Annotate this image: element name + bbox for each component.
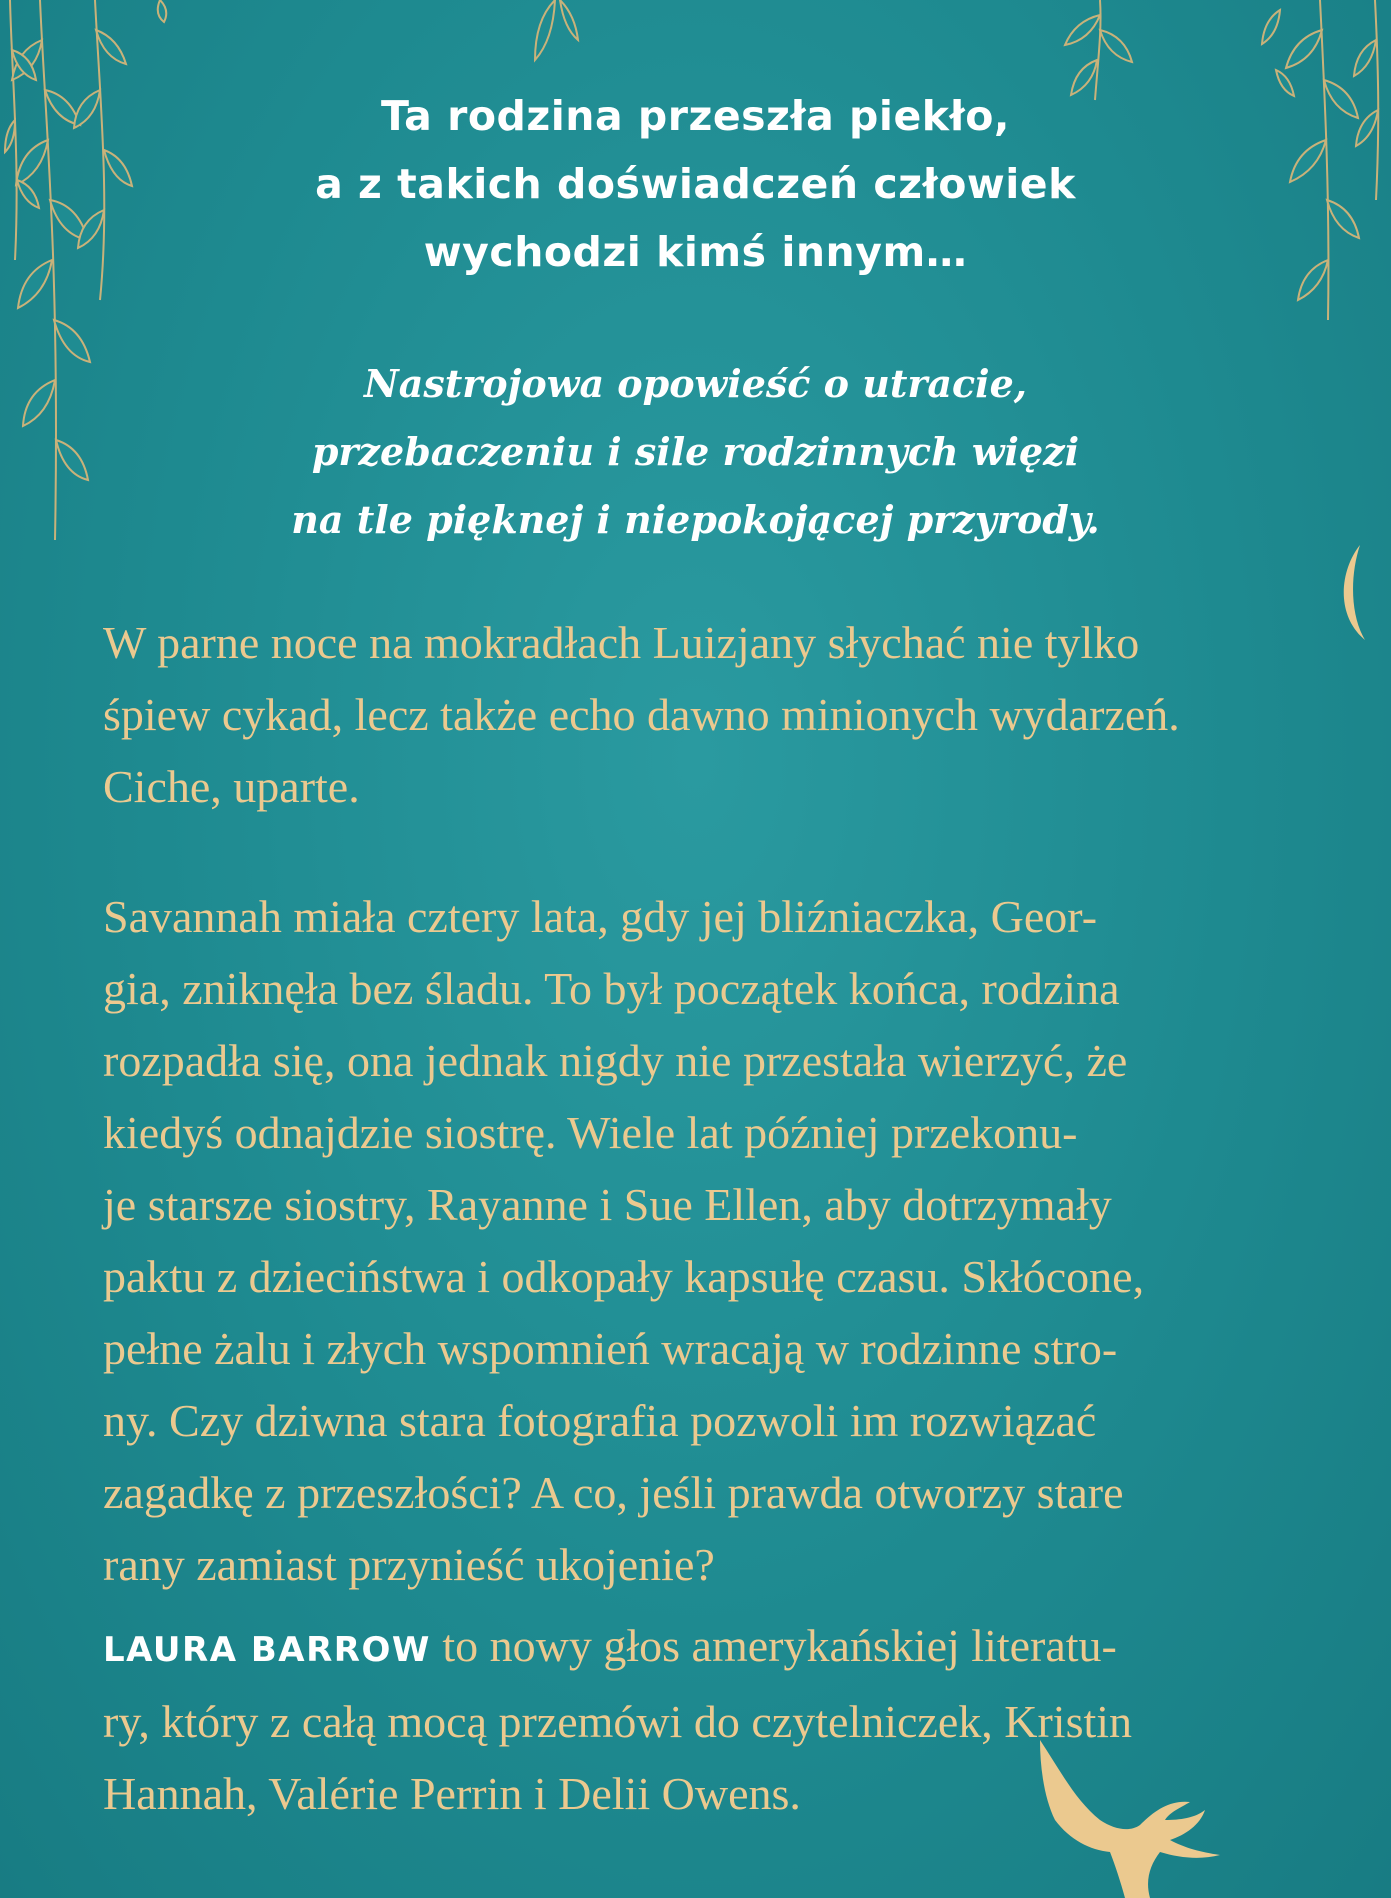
subtitle-line: Nastrojowa opowieść o utracie,	[363, 361, 1028, 406]
blurb-line: rozpadła się, ona jednak nigdy nie przestała wierzyć, że	[103, 1035, 1128, 1086]
blurb-line: pełne żalu i złych wspomnień wracają w rodzinne stro-	[103, 1323, 1118, 1374]
blurb-line: je starsze siostry, Rayanne i Sue Ellen, aby dotrzymały	[103, 1179, 1112, 1230]
tagline-line: wychodzi kimś innym…	[423, 228, 968, 276]
blurb-line: Savannah miała cztery lata, gdy jej bliźniaczka, Geor-	[103, 891, 1098, 942]
blurb-line: ny. Czy dziwna stara fotografia pozwoli im rozwiązać	[103, 1395, 1097, 1446]
willow-branch-top-center-icon	[140, 0, 600, 70]
blurb-paragraph-1	[103, 607, 1323, 823]
blurb-paragraph-2	[103, 881, 1323, 1601]
tagline-line: a z takich doświadczeń człowiek	[315, 160, 1076, 208]
author-note-line: Hannah, Valérie Perrin i Delii Owens.	[103, 1768, 801, 1819]
blurb-line: kiedyś odnajdzie siostrę. Wiele lat później przekonu-	[103, 1107, 1078, 1158]
author-note	[103, 1610, 1323, 1830]
blurb-line: Ciche, uparte.	[103, 761, 360, 812]
blurb-line: W parne noce na mokradłach Luizjany słychać nie tylko	[103, 617, 1140, 668]
author-name: LAURA BARROW	[103, 1630, 431, 1670]
tagline	[0, 82, 1391, 286]
subtitle	[0, 350, 1391, 554]
blurb-line: zagadkę z przeszłości? A co, jeśli prawda otworzy stare	[103, 1467, 1124, 1518]
author-note-text: to nowy głos amerykańskiej literatu-	[430, 1620, 1117, 1671]
subtitle-line: na tle pięknej i niepokojącej przyrody.	[291, 497, 1100, 542]
blurb-line: paktu z dzieciństwa i odkopały kapsułę czasu. Skłócone,	[103, 1251, 1145, 1302]
crescent-moon-icon	[1335, 545, 1375, 645]
blurb-line: gia, zniknęła bez śladu. To był początek końca, rodzina	[103, 963, 1120, 1014]
blurb-line: rany zamiast przynieść ukojenie?	[103, 1539, 715, 1590]
author-note-line: ry, który z całą mocą przemówi do czytelniczek, Kristin	[103, 1696, 1133, 1747]
author-note-line	[103, 1610, 1323, 1686]
subtitle-line: przebaczeniu i sile rodzinnych więzi	[311, 429, 1080, 474]
blurb-line: śpiew cykad, lecz także echo dawno minionych wydarzeń.	[103, 689, 1180, 740]
tagline-line: Ta rodzina przeszła piekło,	[380, 92, 1010, 140]
